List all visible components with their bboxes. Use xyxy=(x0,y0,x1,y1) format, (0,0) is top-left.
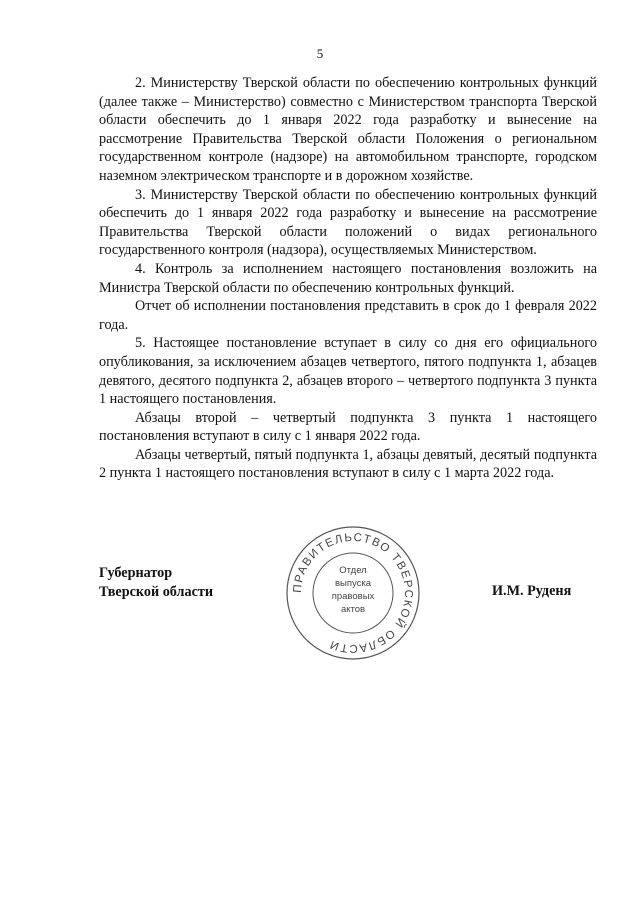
page-number: 5 xyxy=(316,46,324,61)
paragraph-item-5: 5. Настоящее постановление вступает в силу со дня его официального опубликования, за исключением абзацев четвертого, пятого подпункта 1, абзацев девятого, десятого подпункта 2, абзацев второго – четвертого подпункта 3 пункта 1 настоящего постановления. xyxy=(99,335,597,408)
paragraph-item-3: 3. Министерству Тверской области по обеспечению контрольных функций обеспечить до 1 января 2022 года разработку и вынесение на рассмотрение Правительства Тверской области положений о видах регионального государственного контроля (надзора), осуществляемых Министерством. xyxy=(99,186,597,259)
stamp-center-line1: Отдел xyxy=(339,565,367,576)
signature-title xyxy=(99,564,213,601)
stamp-center-line4: актов xyxy=(340,604,366,615)
paragraph-effective-jan: Абзацы второй – четвертый подпункта 3 пункта 1 настоящего постановления вступают в силу с 1 января 2022 года. xyxy=(99,409,597,445)
signature-title-line1: Губернатор xyxy=(99,565,173,581)
paragraph-effective-mar: Абзацы четвертый, пятый подпункта 1, абзацы девятый, десятый подпункта 2 пункта 1 настоящего постановления вступают в силу с 1 марта 2022 года. xyxy=(99,446,597,482)
stamp-ring-text: ПРАВИТЕЛЬСТВО ТВЕРСКОЙ ОБЛАСТИ xyxy=(291,531,415,655)
document-body xyxy=(99,74,597,483)
stamp-center-line3: правовых xyxy=(331,591,375,602)
official-stamp xyxy=(283,523,423,663)
paragraph-item-4: 4. Контроль за исполнением настоящего постановления возложить на Министра Тверской области по обеспечению контрольных функций. xyxy=(99,260,597,296)
stamp-center-line2: выпуска xyxy=(334,578,372,589)
signature-name: И.М. Руденя xyxy=(492,583,572,599)
paragraph-item-2: 2. Министерству Тверской области по обеспечению контрольных функций (далее также – Министерство) совместно с Министерством транспорта Тверской области обеспечить до 1 января 2022 года разработку и вынесение на рассмотрение Правительства Тверской области Положения о региональном государственном контроле (надзоре) на автомобильном транспорте, городском наземном электрическом транспорте и в дорожном хозяйстве. xyxy=(99,75,597,184)
paragraph-report-deadline: Отчет об исполнении постановления представить в срок до 1 февраля 2022 года. xyxy=(99,298,597,333)
stamp-graphic xyxy=(283,523,423,663)
signature-title-line2: Тверской области xyxy=(99,583,214,600)
